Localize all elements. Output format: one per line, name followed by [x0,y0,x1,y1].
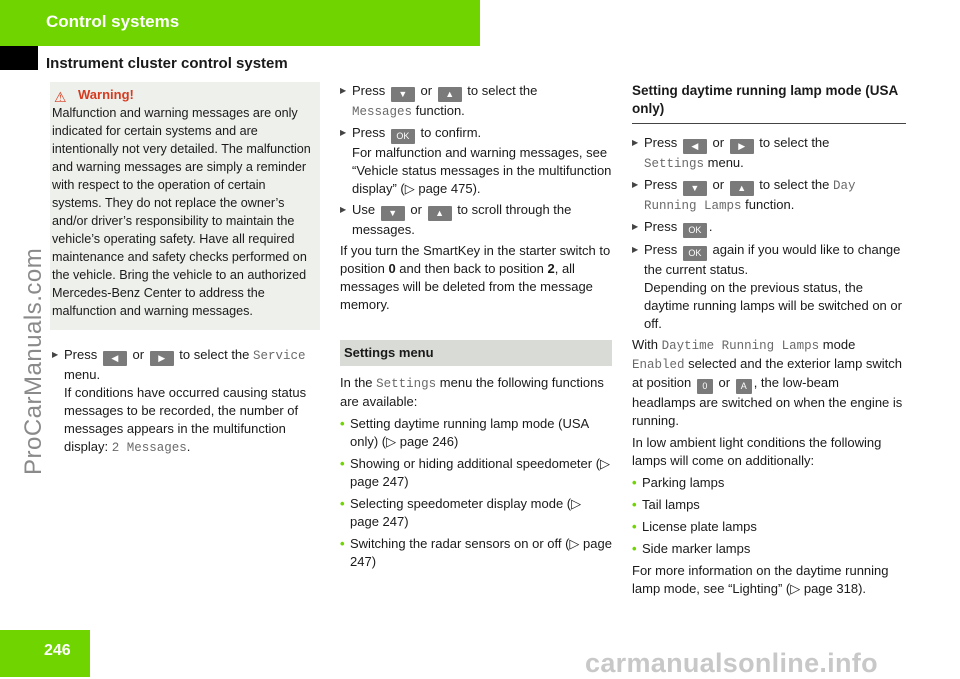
column-1 [52,82,320,460]
warning-icon: ⚠ [54,89,67,105]
settings-intro: In the Settings menu the following functions are available: [340,375,604,409]
up-key-icon: ▲ [438,87,462,102]
step-settings-menu: ▶ Press ◀ or ▶ to select the Settings menu. [632,134,906,173]
step-day-running-lamps: ▶ Press ▼ or ▲ to select the Day Running Lamps function. [632,176,906,215]
ambient-paragraph: In low ambient light conditions the following lamps will come on additionally: [632,435,882,468]
up-key-icon: ▲ [428,206,452,221]
down-key-icon: ▼ [683,181,707,196]
smartkey-paragraph: If you turn the SmartKey in the starter switch to position 0 and then back to position 2, all messages will be deleted from the message memory. [340,243,611,312]
list-item: • Showing or hiding additional speedometer (▷ page 247) [340,455,612,491]
daytime-paragraph: With Daytime Running Lamps mode Enabled selected and the exterior lamp switch at position 0 or A , the low-beam headlamps are switched on when the engine is running. [632,337,903,428]
info-paragraph: For more information on the daytime running lamp mode, see “Lighting” (▷ page 318). [632,563,889,596]
page-number: 246 [44,642,71,659]
list-item: • Setting daytime running lamp mode (USA only) (▷ page 246) [340,415,612,451]
step-scroll: ▶ Use ▼ or ▲ to scroll through the messages. [340,201,612,239]
step-service-menu: ▶ Press ◀ or ▶ to select the Service menu. If conditions have occurred causing status messages to be recorded, the number of messages appears in the multifunction display: 2 Messages. [52,346,320,457]
step-change-status: ▶ Press OK again if you would like to change the current status. Depending on the previous status, the daytime running lamps will be switched on or off. [632,241,906,333]
left-key-icon: ◀ [683,139,707,154]
step-messages: ▶ Press ▼ or ▲ to select the Messages function. [340,82,612,121]
down-key-icon: ▼ [391,87,415,102]
up-key-icon: ▲ [730,181,754,196]
position-0-icon: 0 [697,379,713,394]
list-item: • Side marker lamps [632,540,906,558]
step-press-ok: ▶ Press OK . [632,218,906,238]
down-key-icon: ▼ [381,206,405,221]
step-confirm: ▶ Press OK to confirm. For malfunction and warning messages, see “Vehicle status messages in the multifunction display” (▷ page 475). [340,124,612,198]
list-item: • License plate lamps [632,518,906,536]
ok-key-icon: OK [683,246,707,261]
settings-menu-heading: Settings menu [340,340,612,366]
left-key-icon: ◀ [103,351,127,366]
column-2 [340,82,612,575]
warning-text: Malfunction and warning messages are only indicated for certain systems and are intentionally not very detailed. The malfunction and warning messages are simply a reminder with respect to the operation of certain systems. They do not replace the owner’s and/or driver’s responsibility to maintain the vehicle’s operating safety. Have all required maintenance and safety checks performed on the vehicle. Bring the vehicle to an authorized Mercedes-Benz Center to address the malfunction and warning messages. [52,106,311,318]
warning-title: Warning! [78,87,134,102]
list-item: • Selecting speedometer display mode (▷ page 247) [340,495,612,531]
list-item: • Switching the radar sensors on or off (▷ page 247) [340,535,612,571]
watermark [10,120,50,480]
ok-key-icon: OK [391,129,415,144]
right-key-icon: ▶ [730,139,754,154]
footer-watermark: carmanualsonline.info [585,648,878,678]
watermark-text: ProCarManuals.com [20,247,47,475]
page-number-box [0,630,90,677]
chapter-title: Control systems [46,12,180,31]
black-tab [0,46,38,70]
warning-box [50,82,320,330]
page-subtitle: Instrument cluster control system [46,55,288,72]
right-key-icon: ▶ [150,351,174,366]
chapter-header-bar [0,0,480,46]
list-item: • Parking lamps [632,474,906,492]
position-a-icon: A [736,379,752,394]
list-item: • Tail lamps [632,496,906,514]
ok-key-icon: OK [683,223,707,238]
section-heading: Setting daytime running lamp mode (USA only) [632,82,906,124]
column-3 [632,82,906,602]
